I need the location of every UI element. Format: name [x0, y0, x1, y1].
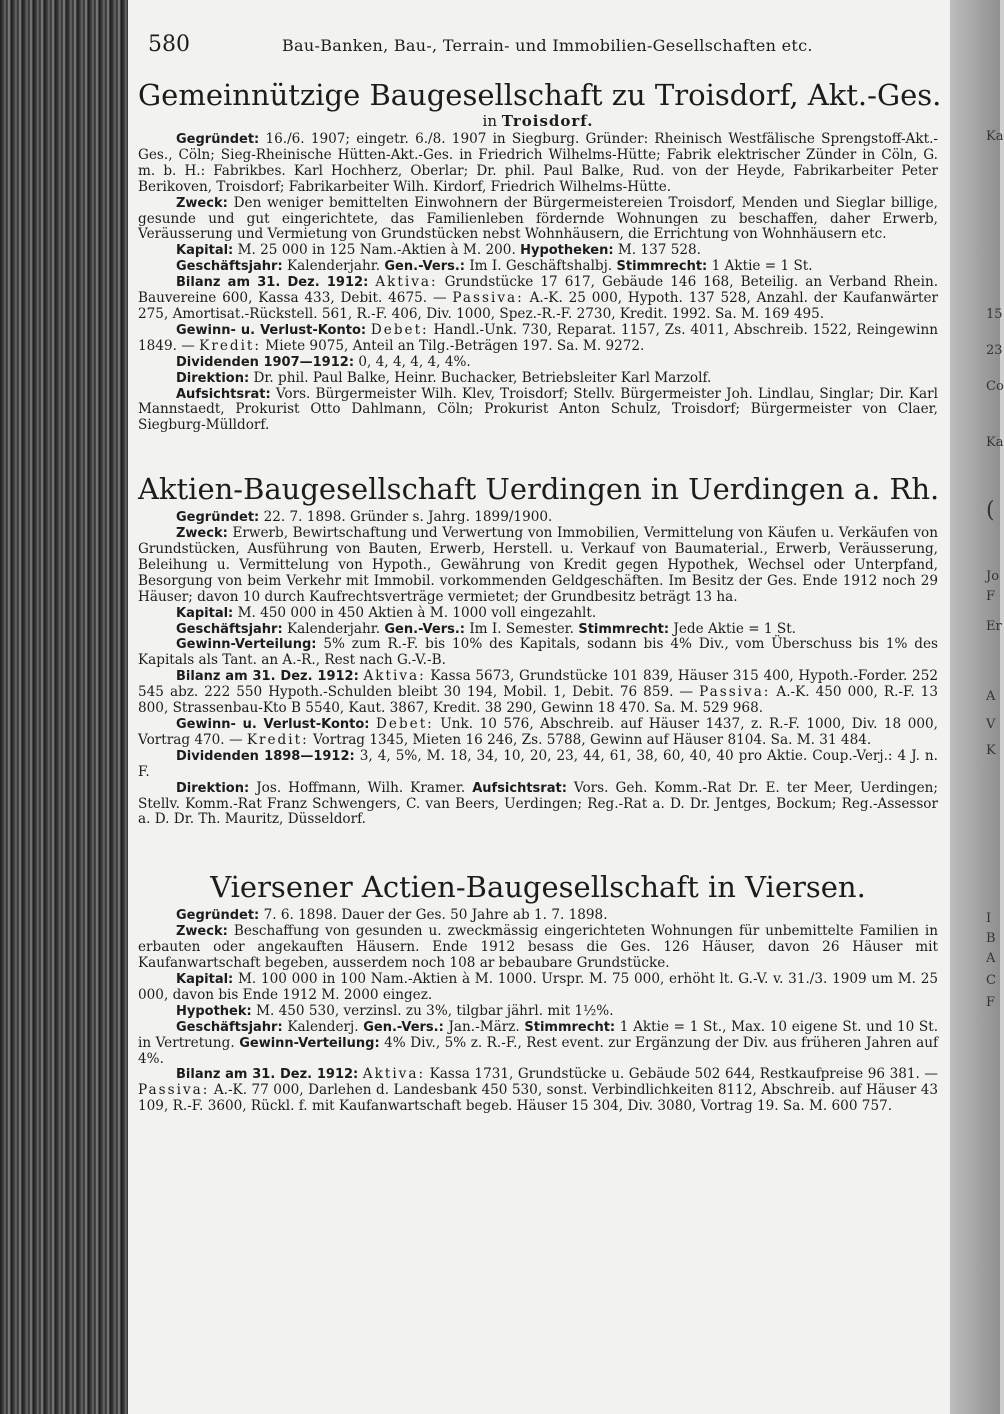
entry-text: 5% zum R.-F. bis 10% des Kapitals, sodann bis 4% Div., vom Überschuss bis 1% des Kapitals als Tant. an A.-R., Rest nach G.-V.-B. — [138, 636, 938, 669]
entry-text: Vortrag 1345, Mieten 16 246, Zs. 5788, Gewinn auf Häuser 8104. Sa. M. 31 484. — [312, 731, 872, 748]
entry-label: Zweck: — [176, 195, 228, 211]
company-title: Aktien-Baugesellschaft Uerdingen in Uerdingen a. Rh. — [138, 472, 940, 507]
entry-text: Grundstücke 17 617, Gebäude 146 168, Beteilig. an Verband Rhein. Bauvereine 600, Kassa 433, Debit. 4675. — [138, 274, 939, 307]
seat-name: Troisdorf. — [501, 112, 594, 130]
company-title: Gemeinnützige Baugesellschaft zu Troisdorf, Akt.-Ges. — [138, 78, 942, 112]
entry-zweck — [138, 526, 938, 606]
entry-kapital — [138, 606, 938, 622]
entry-zweck — [138, 924, 938, 972]
entry-text: Jede Aktie = 1 St. — [673, 620, 796, 637]
entry-text: Kalenderjahr. — [287, 620, 381, 637]
entry-text: 22. 7. 1898. Gründer s. Jahrg. 1899/1900. — [263, 509, 553, 526]
margin-fragment: K — [986, 743, 996, 758]
entry-bilanz — [138, 275, 938, 323]
entry-text: Kassa 5673, Grundstücke 101 839, Häuser 315 400, Hypoth.-Forder. 252 545 abz. 222 550 Hypoth.-Schulden bleibt 30 194, Mobil. 1, Debit. 76 859. — [138, 668, 939, 701]
next-page-edge — [950, 0, 1000, 1414]
entry-label: Zweck: — [176, 526, 228, 542]
entry-text: 4% Div., 5% z. R.-F., Rest event. zur Ergänzung der Div. aus früheren Jahren auf 4%. — [138, 1034, 939, 1067]
margin-fragment: I — [986, 911, 992, 926]
entry-text: 3, 4, 5%, M. 18, 34, 10, 20, 23, 44, 61, 38, 60, 40, 40 pro Aktie. Coup.-Verj.: 4 J. n. F. — [138, 747, 939, 780]
entry-kapital — [138, 972, 938, 1004]
margin-fragment: A — [986, 951, 996, 966]
entry-text: Im I. Geschäftshalbj. — [469, 258, 613, 275]
entry-label: Aufsichtsrat: — [176, 386, 271, 402]
entry-gewinnverteilung — [138, 637, 938, 669]
entry-sublabel: Kredit: — [199, 337, 261, 354]
entry-label: Direktion: — [176, 780, 250, 796]
margin-fragment: 15 — [986, 307, 1003, 322]
entry-text: M. 450 000 in 450 Aktien à M. 1000 voll eingezahlt. — [237, 604, 597, 621]
company-entry — [138, 472, 938, 828]
entry-label: Bilanz am 31. Dez. 1912: — [176, 1067, 359, 1083]
entry-sublabel: Passiva: — [138, 1082, 210, 1099]
margin-fragment: ( — [986, 498, 995, 523]
entry-label: Stimmrecht: — [524, 1019, 616, 1035]
entry-text: Handl.-Unk. 730, Reparat. 1157, Zs. 4011, Abschreib. 1522, Reingewinn 1849. — [138, 321, 938, 354]
entry-sublabel: Kredit: — [246, 731, 309, 748]
entry-label: Gewinn-Verteilung: — [176, 637, 317, 653]
entry-label: Stimmrecht: — [616, 259, 708, 275]
entry-label: Kapital: — [176, 971, 234, 987]
entry-text: Vors. Geh. Komm.-Rat Dr. E. ter Meer, Uerdingen; Stellv. Komm.-Rat Franz Schwengers, C. van Beers, Uerdingen; Reg.-Rat a. D. Dr. Jentges, Bockum; Reg.-Assessor a. D. Dr. Th. Mauritz, Düsseldorf. — [138, 779, 938, 828]
entry-kapital — [138, 243, 938, 259]
margin-fragment: Jo — [986, 569, 1000, 584]
entry-dash: — — [679, 684, 694, 701]
entry-text: Kalenderj. — [287, 1018, 359, 1035]
entry-dividenden — [138, 355, 938, 371]
margin-fragment: Ka — [986, 129, 1004, 144]
entry-geschaeftsjahr — [138, 1020, 938, 1068]
page-content — [138, 78, 942, 1127]
margin-fragment: Er — [986, 619, 1002, 634]
entry-text: Miete 9075, Anteil an Tilg.-Beträgen 197. Sa. M. 9272. — [265, 337, 645, 354]
entry-dividenden — [138, 749, 938, 781]
running-head: Bau-Banken, Bau-, Terrain- und Immobilien-Gesellschaften etc. — [282, 36, 813, 55]
entry-text: 1 Aktie = 1 St., Max. 10 eigene St. und 10 St. in Vertretung. — [138, 1018, 939, 1051]
entry-label: Gewinn- u. Verlust-Konto: — [176, 717, 370, 732]
entry-label: Bilanz am 31. Dez. 1912: — [176, 669, 359, 685]
entry-hypothek — [138, 1004, 938, 1020]
entry-label: Gewinn- u. Verlust-Konto: — [176, 322, 367, 338]
entry-label: Gegründet: — [176, 510, 260, 526]
entry-label: Gegründet: — [176, 908, 260, 924]
entry-text: Kassa 1731, Grundstücke u. Gebäude 502 644, Restkaufpreise 96 381. — [429, 1066, 920, 1083]
entry-bilanz — [138, 1067, 938, 1115]
entry-direktion — [138, 371, 938, 387]
company-entry — [138, 870, 938, 1115]
entry-label: Kapital: — [176, 605, 234, 621]
entry-label: Geschäftsjahr: — [176, 259, 283, 275]
entry-label: Hypotheken: — [520, 243, 614, 259]
company-seat — [138, 112, 938, 130]
entry-label: Kapital: — [176, 243, 234, 259]
entry-text: M. 137 528. — [617, 242, 701, 259]
entry-dash: — — [228, 731, 243, 748]
entry-bilanz — [138, 669, 938, 717]
margin-fragment: A — [986, 689, 996, 704]
entry-sublabel: Debet: — [370, 321, 429, 338]
entry-text: Vors. Bürgermeister Wilh. Klev, Troisdorf; Stellv. Bürgermeister Joh. Lindlau, Singlar; Dir. Karl Mannstaedt, Prokurist Otto Dahlmann, Cöln; Prokurist Anton Schulz, Troisdorf; Bürgermeister von Claer, Siegburg-Mülldorf. — [138, 385, 938, 434]
entry-text: Im I. Semester. — [469, 620, 575, 637]
entry-text: Den weniger bemittelten Einwohnern der Bürgermeistereien Troisdorf, Menden und Sieglar billige, gesunde und gut eingerichtete, das Familienleben fördernde Wohnungen zu beschaffen, daher Erwerb, Veräusserung und Vermietung von Grundstücken nebst Wohnhäusern, die Errichtung von Wohnhäusern etc. — [138, 194, 939, 243]
margin-fragment: C — [986, 973, 996, 988]
margin-fragment: Co — [986, 379, 1004, 394]
page-number: 580 — [148, 32, 190, 57]
entry-text: Jan.-März. — [448, 1018, 520, 1035]
entry-sublabel: Passiva: — [699, 684, 771, 701]
entry-gegruendet — [138, 510, 938, 526]
book-binding — [0, 0, 128, 1414]
entry-geschaeftsjahr — [138, 259, 938, 275]
entry-label: Hypothek: — [176, 1003, 252, 1019]
margin-fragment: F — [986, 995, 996, 1010]
entry-gewinn — [138, 323, 938, 355]
entry-label: Gen.-Vers.: — [363, 1019, 444, 1035]
company-title: Viersener Actien-Baugesellschaft in Viersen. — [210, 870, 866, 905]
entry-text: Beschaffung von gesunden u. zweckmässig eingerichteten Wohnungen für unbemittelte Familien in erbauten oder angekauften Häusern. Ende 1912 besass die Ges. 126 Häuser, davon 26 Häuser mit Kaufanwartschaft begeben, ausserdem noch 108 ar bebaubare Grundstücke. — [138, 923, 938, 972]
entry-text: Jos. Hoffmann, Wilh. Kramer. — [256, 779, 466, 796]
seat-prefix: in — [482, 112, 497, 130]
entry-text: A.-K. 77 000, Darlehen d. Landesbank 450 530, sonst. Verbindlichkeiten 8112, Abschreib. auf Häuser 43 109, R.-F. 3600, Rückl. f. mit Kaufanwartschaft begeb. Häuser 15 304, Div. 3080, Vortrag 19. Sa. M. 600 757. — [138, 1082, 938, 1115]
entry-sublabel: Aktiva: — [363, 668, 426, 685]
entry-dash: — — [924, 1066, 939, 1083]
entry-text: 16./6. 1907; eingetr. 6./8. 1907 in Siegburg. Gründer: Rheinisch Westfälische Sprengstoff-Akt.-Ges., Cöln; Sieg-Rheinische Hütten-Akt.-Ges. in Friedrich Wilhelms-Hütte; Fabrik elektrischer Zünder in Cöln, G. m. b. H.: Fabrikbes. Karl Hochherz, Oberlar; Dr. phil. Paul Balke, Rud. von der Heyde, Fabrikarbeiter Peter Berikoven, Troisdorf; Fabrikarbeiter Wilh. Kirdorf, Friedrich Wilhelms-Hütte. — [138, 131, 938, 195]
entry-text: M. 25 000 in 125 Nam.-Aktien à M. 200. — [237, 242, 516, 259]
margin-fragment: B — [986, 931, 996, 946]
entry-sublabel: Aktiva: — [362, 1066, 426, 1083]
entry-label: Gen.-Vers.: — [384, 621, 465, 637]
entry-label: Gegründet: — [176, 132, 260, 147]
entry-label: Geschäftsjahr: — [176, 621, 283, 637]
entry-text: Dr. phil. Paul Balke, Heinr. Buchacker, Betriebsleiter Karl Marzolf. — [253, 369, 712, 386]
entry-sublabel: Debet: — [376, 716, 434, 732]
margin-fragment: F — [986, 589, 996, 604]
entry-text: Unk. 10 576, Abschreib. auf Häuser 1437, z. R.-F. 1000, Div. 18 000, Vortrag 470. — [138, 716, 938, 748]
entry-direktion — [138, 781, 938, 829]
entry-dash: — — [432, 290, 447, 307]
entry-gegruendet — [138, 908, 938, 924]
margin-fragment: V — [986, 717, 996, 732]
entry-label: Zweck: — [176, 924, 228, 940]
entry-label: Gewinn-Verteilung: — [239, 1035, 380, 1051]
entry-text: 7. 6. 1898. Dauer der Ges. 50 Jahre ab 1. 7. 1898. — [263, 907, 608, 924]
entry-label: Dividenden 1907—1912: — [176, 354, 355, 370]
entry-text: 0, 4, 4, 4, 4, 4%. — [358, 353, 471, 370]
entry-aufsichtsrat — [138, 387, 938, 435]
entry-label: Gen.-Vers.: — [384, 259, 465, 275]
entry-label: Bilanz am 31. Dez. 1912: — [176, 275, 369, 291]
entry-text: 1 Aktie = 1 St. — [711, 258, 813, 275]
entry-gegruendet — [138, 132, 938, 196]
entry-label: Dividenden 1898—1912: — [176, 748, 355, 764]
entry-text: Erwerb, Bewirtschaftung und Verwertung von Immobilien, Vermittelung von Käufen u. Verkäufen von Grundstücken, Ausführung von Bauten, Erwerb, Herstell. u. Verkauf von Baumaterial., Erwerb, Veräusserung, Beleihung u. Vermittelung von Hypoth., Gewährung von Kredit gegen Hypothek, Wechsel oder Unterpfand, Besorgung von beim Verkehr mit Immobil. vorkommenden Geldgeschäften. Im Besitz der Ges. Ende 1912 noch 29 Häuser; davon 10 durch Kaufrechtsverträge vermietet; der Grundbesitz beträgt 13 ha. — [138, 525, 938, 605]
entry-dash: — — [181, 337, 195, 354]
entry-label: Geschäftsjahr: — [176, 1019, 283, 1035]
entry-text: A.-K. 25 000, Hypoth. 137 528, Anzahl. der Kaufanwärter 275, Amortisat.-Rückstell. 561, R.-F. 406, Div. 1000, Spez.-R.-F. 2730, Kredit. 1992. Sa. M. 169 495. — [138, 290, 938, 322]
margin-fragment: 23 — [986, 343, 1003, 358]
company-entry — [138, 78, 942, 434]
entry-label: Direktion: — [176, 370, 250, 386]
entry-text: Kalenderjahr. — [287, 258, 381, 275]
entry-sublabel: Aktiva: — [375, 274, 438, 291]
entry-gewinn — [138, 717, 938, 749]
entry-label: Stimmrecht: — [578, 621, 670, 637]
entry-text: M. 450 530, verzinsl. zu 3%, tilgbar jährl. mit 1½%. — [256, 1002, 614, 1019]
margin-fragment: Ka — [986, 435, 1004, 450]
entry-text: M. 100 000 in 100 Nam.-Aktien à M. 1000. Urspr. M. 75 000, erhöht lt. G.-V. v. 31./3. 1909 um M. 25 000, davon bis Ende 1912 M. 2000 eingez. — [138, 970, 939, 1003]
entry-text: A.-K. 450 000, R.-F. 13 800, Strassenbau-Kto B 5540, Kaut. 3867, Kredit. 38 290, Gewinn 18 470. Sa. M. 529 968. — [138, 684, 938, 717]
entry-label: Aufsichtsrat: — [472, 780, 567, 796]
entry-zweck — [138, 196, 938, 244]
entry-sublabel: Passiva: — [452, 290, 524, 307]
